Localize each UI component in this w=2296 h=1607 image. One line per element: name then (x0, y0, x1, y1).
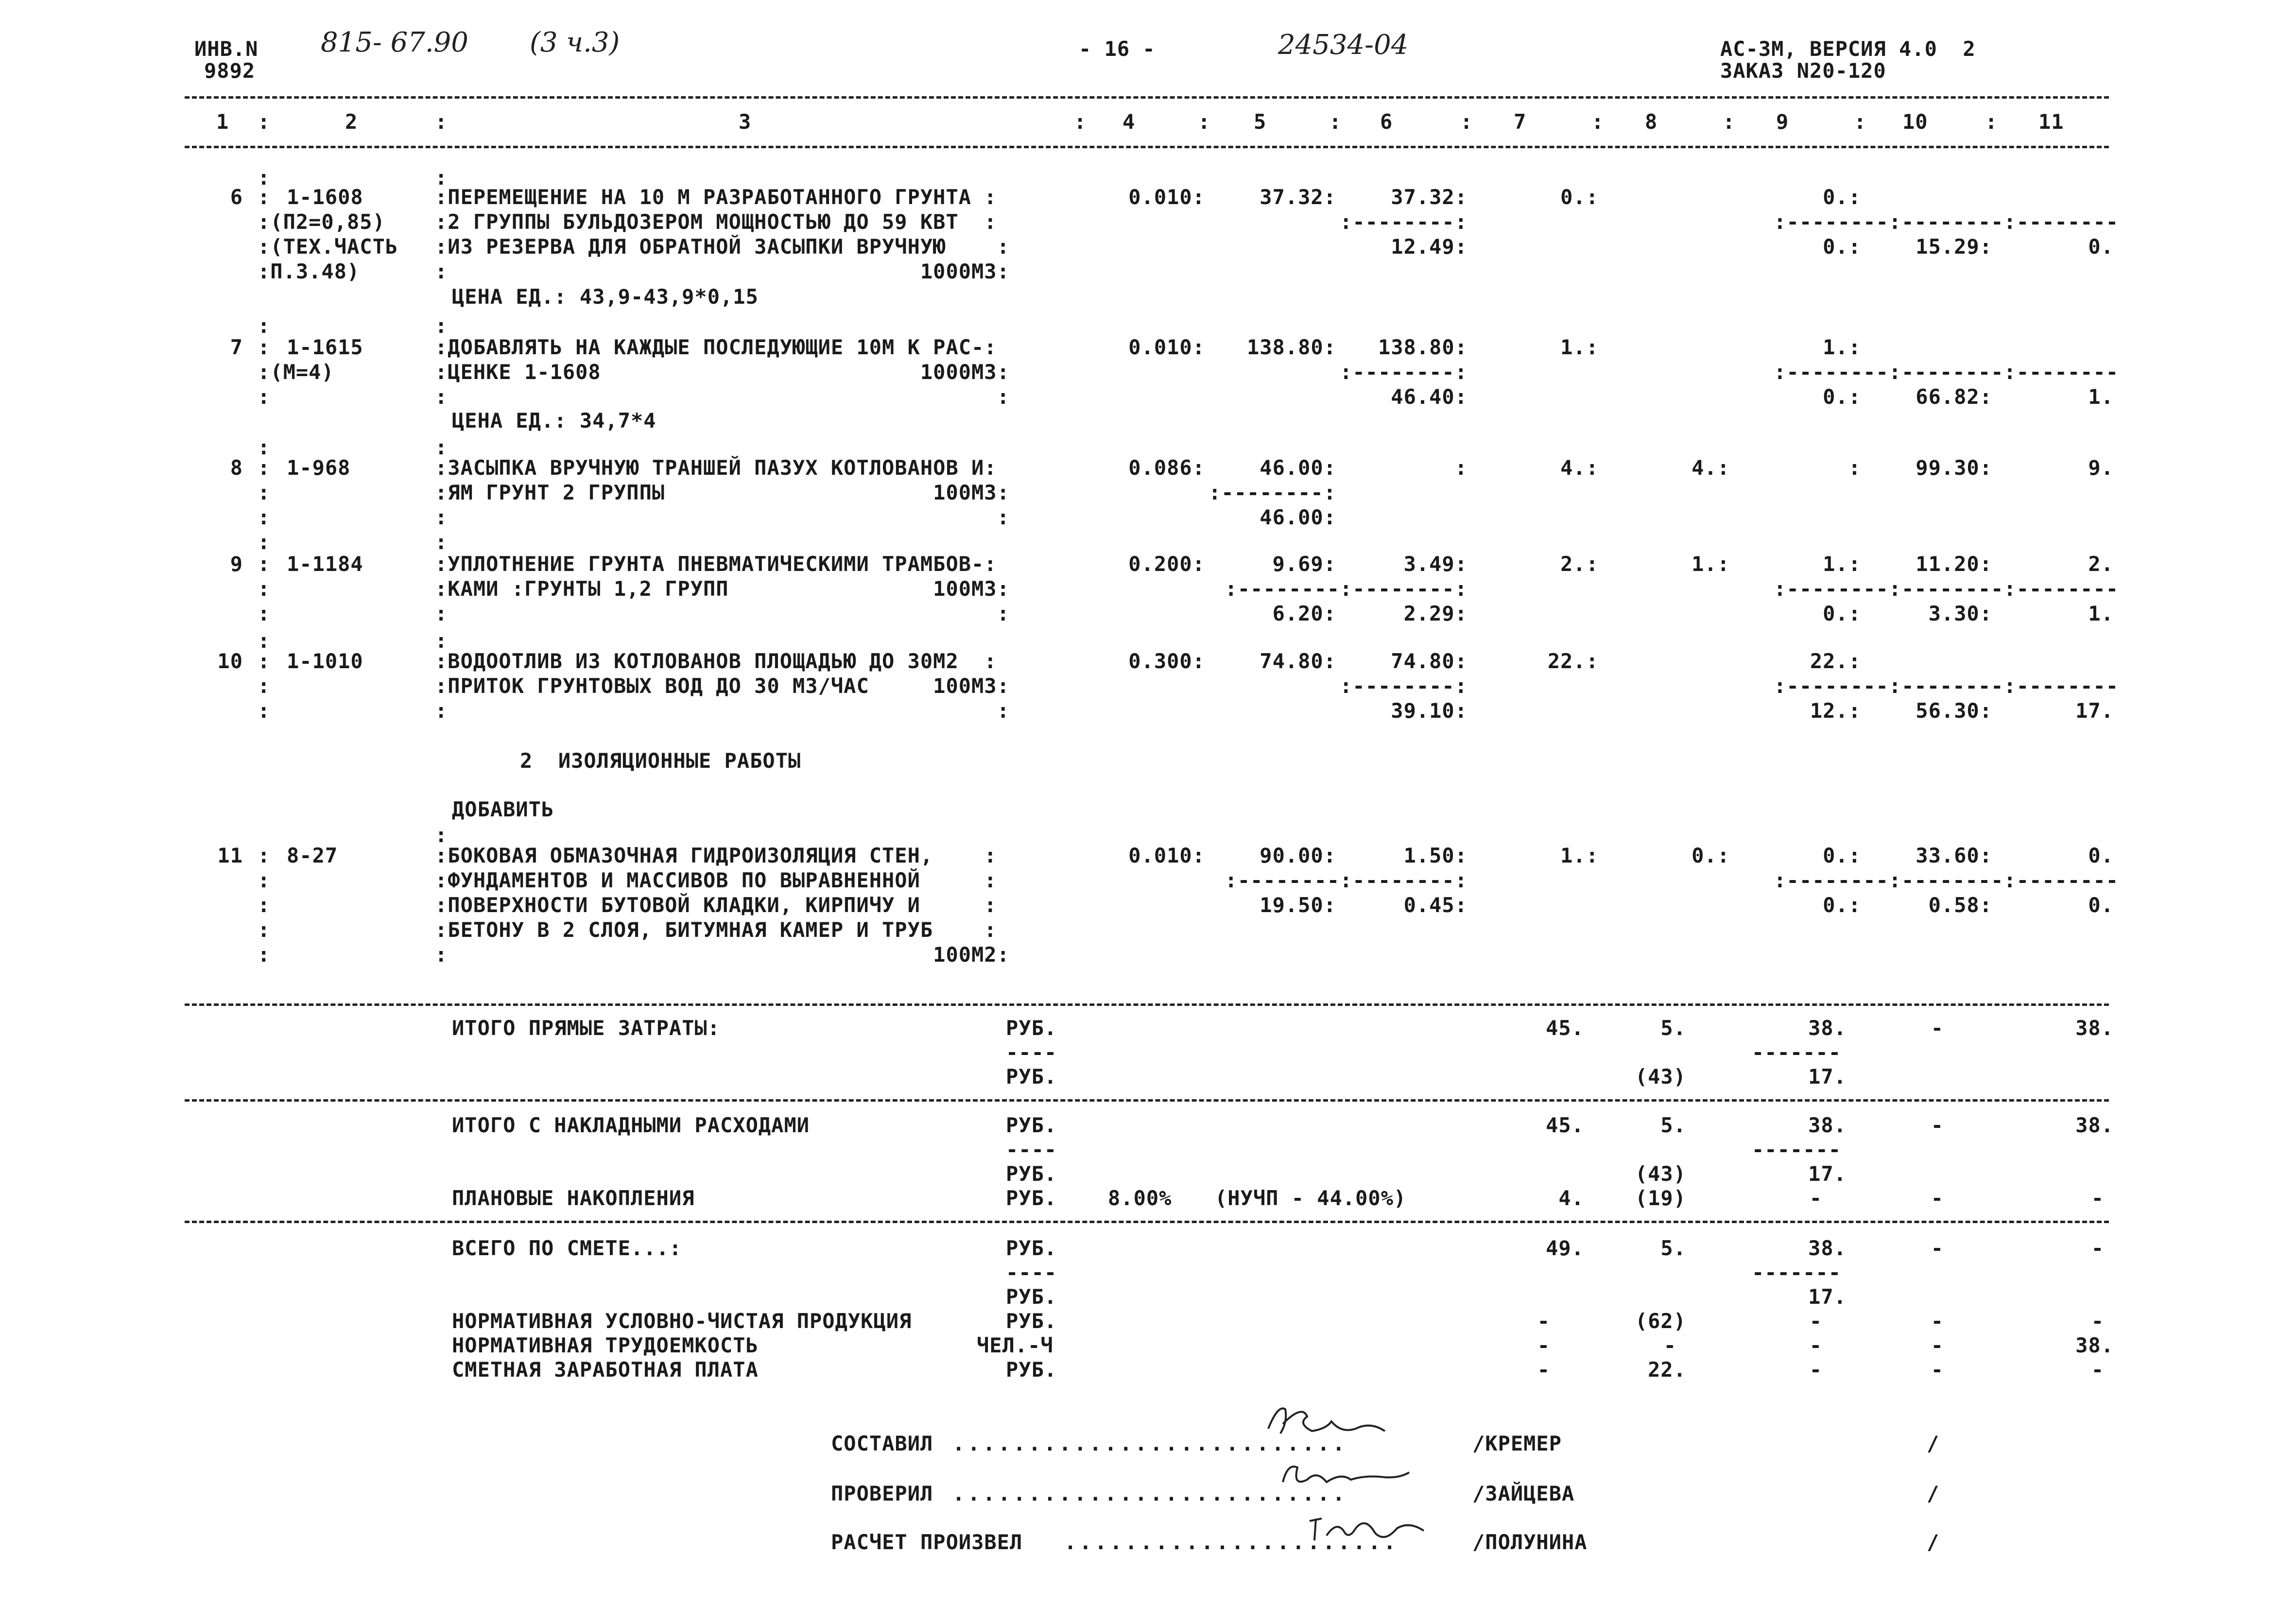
col-6: 6 (1380, 110, 1393, 134)
totals-unit: РУБ. (1006, 1162, 1057, 1186)
row-number: 10 (217, 649, 243, 673)
row-number: 9 (230, 552, 243, 576)
totals-unit: РУБ. (1006, 1113, 1057, 1137)
cell-c7: 0.: (1560, 185, 1599, 209)
row-description: :2 ГРУППЫ БУЛЬДОЗЕРОМ МОЩНОСТЬЮ ДО 59 КВТ : (435, 210, 997, 234)
totals-c9: 38. (1808, 1016, 1847, 1040)
row-description: :ПЕРЕМЕЩЕНИЕ НА 10 М РАЗРАБОТАННОГО ГРУНТА : (435, 185, 997, 209)
totals-c9: 38. (1808, 1236, 1847, 1260)
row-description: :ФУНДАМЕНТОВ И МАССИВОВ ПО ВЫРАВНЕННОЙ : (435, 868, 997, 892)
signature-name: /ЗАЙЦЕВА (1472, 1482, 1575, 1505)
cell-c11-b: 1. (2088, 602, 2114, 625)
totals-unit: РУБ. (1006, 1065, 1057, 1089)
totals-c8: 22. (1648, 1358, 1686, 1382)
row-number: 8 (230, 456, 243, 480)
cell-c5: 46.00: (1260, 456, 1336, 480)
row-price-note: ЦЕНА ЕД.: 34,7*4 (452, 409, 656, 432)
totals-c11: - (2091, 1309, 2104, 1333)
totals-c11: 38. (2075, 1113, 2114, 1137)
totals-c8-b: (43) (1635, 1065, 1686, 1089)
signature-dots: .......................... (952, 1482, 1348, 1505)
cell-c8: 1.: (1692, 552, 1730, 576)
totals-c11: - (2091, 1358, 2104, 1382)
totals-label: НОРМАТИВНАЯ ТРУДОЕМКОСТЬ (452, 1333, 759, 1357)
col-9: 9 (1776, 110, 1789, 134)
cell-c10: 33.60: (1916, 844, 1992, 867)
row-description: : : (435, 699, 1010, 723)
totals-c10: - (1931, 1358, 1944, 1382)
handwritten-code: 815- 67.90 (321, 27, 468, 58)
totals-unit: РУБ. (1006, 1309, 1057, 1333)
page-number: - 16 - (1079, 37, 1156, 61)
handwritten-signature (1302, 1502, 1448, 1555)
cell-c4: 0.200: (1128, 552, 1205, 576)
signature-end: / (1927, 1432, 1940, 1455)
totals-c8: 5. (1660, 1113, 1686, 1137)
row-code-extra: : (258, 577, 271, 601)
totals-c7: - (1537, 1358, 1550, 1382)
cell-c7: 22.: (1547, 649, 1599, 673)
cell-c4: 0.086: (1128, 456, 1205, 480)
cell-c8: 0.: (1692, 844, 1730, 867)
totals-c7: 45. (1546, 1113, 1584, 1137)
header-rule-top (185, 96, 2109, 99)
cell-c6-wage: 46.40: (1391, 385, 1467, 409)
totals-c10: - (1931, 1186, 1944, 1210)
totals-c9-b: 17. (1808, 1162, 1847, 1186)
signature-end: / (1927, 1530, 1940, 1554)
cell-c6-wage: 0.45: (1403, 893, 1467, 917)
totals-label: ВСЕГО ПО СМЕТЕ...: (452, 1236, 682, 1260)
signature-dots: .......................... (952, 1432, 1348, 1455)
section-title: 2 ИЗОЛЯЦИОННЫЕ РАБОТЫ (520, 749, 801, 773)
row-code-extra: :П.3.48) (258, 259, 360, 283)
row-code-extra: : (258, 699, 271, 723)
row-code-extra: : (258, 602, 271, 625)
col-8: 8 (1645, 110, 1658, 134)
cell-c4: 0.010: (1128, 844, 1205, 867)
row-description: : : (435, 505, 1010, 529)
cell-c11: 9. (2088, 456, 2114, 480)
cell-c9-b: 0.: (1823, 385, 1861, 409)
totals-c11: 38. (2075, 1016, 2114, 1040)
row-description: : 1000М3: (435, 259, 1010, 283)
totals-c9: - (1809, 1186, 1822, 1210)
row-description: :ДОБАВЛЯТЬ НА КАЖДЫЕ ПОСЛЕДУЮЩИЕ 10М К РАС-: (435, 335, 997, 359)
row-code-extra: :(П2=0,85) (258, 210, 385, 234)
totals-c10: - (1931, 1236, 1944, 1260)
row-description: :ЯМ ГРУНТ 2 ГРУППЫ 100М3: (435, 481, 1010, 504)
order-number: ЗАКАЗ N20-120 (1720, 59, 1886, 83)
row-description: :ЗАСЫПКА ВРУЧНУЮ ТРАНШЕЙ ПАЗУХ КОТЛОВАНОВ И: (435, 456, 997, 480)
row-price-note: ЦЕНА ЕД.: 43,9-43,9*0,15 (452, 285, 759, 309)
totals-c9-b: 17. (1808, 1065, 1847, 1089)
cell-c6: 37.32: (1391, 185, 1467, 209)
handwritten-signature (1273, 1453, 1419, 1502)
cell-c10-b: 0.58: (1928, 893, 1992, 917)
totals-c8: 5. (1660, 1016, 1686, 1040)
row-code-extra: : (258, 674, 271, 698)
cell-c10: 11.20: (1916, 552, 1992, 576)
totals-unit-dash: ---- (1006, 1040, 1057, 1064)
inv-number: 9892 (204, 59, 256, 83)
cell-c10: 66.82: (1916, 385, 1992, 409)
totals-unit: РУБ. (1006, 1186, 1057, 1210)
cell-c10: 56.30: (1916, 699, 1992, 723)
signature-role: СОСТАВИЛ (831, 1432, 933, 1455)
signature-name: /ПОЛУНИНА (1472, 1530, 1588, 1554)
handwritten-signature (1259, 1395, 1404, 1448)
totals-c10: - (1931, 1333, 1944, 1357)
cell-c11-b: 0. (2088, 893, 2114, 917)
cell-c7: 4.: (1560, 456, 1599, 480)
row-code-extra: : (258, 893, 271, 917)
row-code: 8-27 (287, 844, 338, 867)
cell-c6: 138.80: (1378, 335, 1467, 359)
row-code-extra: :(ТЕХ.ЧАСТЬ (258, 235, 398, 259)
cell-c9: : (1848, 456, 1861, 480)
row-description: :УПЛОТНЕНИЕ ГРУНТА ПНЕВМАТИЧЕСКИМИ ТРАМБОВ-: (435, 552, 997, 576)
row-description: :ЦЕНКЕ 1-1608 1000М3: (435, 360, 1010, 384)
cell-c6-wage: 39.10: (1391, 699, 1467, 723)
cell-c6: 3.49: (1403, 552, 1467, 576)
cell-c7: 1.: (1560, 844, 1599, 867)
cell-c9: 1.: (1823, 335, 1861, 359)
signature-dots: ...................... (1064, 1530, 1399, 1554)
totals-c8: - (1663, 1333, 1676, 1357)
row-code: 1-1010 (287, 649, 363, 673)
cell-c5: 138.80: (1246, 335, 1336, 359)
row-description: :ПОВЕРХНОСТИ БУТОВОЙ КЛАДКИ, КИРПИЧУ И : (435, 893, 997, 917)
handwritten-part: (3 ч.3) (530, 27, 620, 58)
totals-c7: - (1537, 1333, 1550, 1357)
totals-c11: - (2091, 1186, 2104, 1210)
totals-label: ИТОГО ПРЯМЫЕ ЗАТРАТЫ: (452, 1016, 721, 1040)
row-number: 6 (230, 185, 243, 209)
cell-c6: 74.80: (1391, 649, 1467, 673)
profit-nuchp: (НУЧП - 44.00%) (1215, 1186, 1407, 1210)
totals-c9: - (1809, 1309, 1822, 1333)
cell-c9: 1.: (1823, 552, 1861, 576)
totals-c10: - (1931, 1113, 1944, 1137)
totals-unit: РУБ. (1006, 1236, 1057, 1260)
totals-c8: (62) (1635, 1309, 1686, 1333)
totals-unit-dash: ---- (1006, 1261, 1057, 1284)
totals-rule (185, 1221, 2109, 1223)
section-subtitle: ДОБАВИТЬ (452, 797, 554, 821)
row-code-extra: : (258, 943, 271, 967)
handwritten-doc-number: 24534-04 (1278, 29, 1409, 61)
cell-c7: 2.: (1560, 552, 1599, 576)
cell-c4: 0.300: (1128, 649, 1205, 673)
cell-c8: 4.: (1692, 456, 1730, 480)
cell-c6-wage: 12.49: (1391, 235, 1467, 259)
inv-label: ИНВ.N (194, 37, 259, 61)
row-description: :ИЗ РЕЗЕРВА ДЛЯ ОБРАТНОЙ ЗАСЫПКИ ВРУЧНУЮ : (435, 235, 1010, 259)
totals-c9-b: 17. (1808, 1285, 1847, 1309)
totals-unit-dash: ---- (1006, 1138, 1057, 1161)
col-5: 5 (1254, 110, 1267, 134)
row-code-extra: : (258, 918, 271, 942)
col-10: 10 (1902, 110, 1928, 134)
cell-c9: 22.: (1810, 649, 1861, 673)
totals-c10: - (1931, 1309, 1944, 1333)
cell-c5-b: 19.50: (1260, 893, 1336, 917)
col-7: 7 (1514, 110, 1527, 134)
row-code-extra: : (258, 868, 271, 892)
totals-unit: РУБ. (1006, 1016, 1057, 1040)
cell-c9: 0.: (1823, 185, 1861, 209)
totals-unit: ЧЕЛ.-Ч (977, 1333, 1053, 1357)
cell-c11: 2. (2088, 552, 2114, 576)
cell-c4: 0.010: (1128, 185, 1205, 209)
row-description: :ПРИТОК ГРУНТОВЫХ ВОД ДО 30 М3/ЧАС 100М3: (435, 674, 1010, 698)
cell-c10-b: 3.30: (1928, 602, 1992, 625)
cell-c7: 1.: (1560, 335, 1599, 359)
totals-label: ПЛАНОВЫЕ НАКОПЛЕНИЯ (452, 1186, 695, 1210)
header-rule-bottom (185, 146, 2109, 148)
row-description: : : (435, 385, 1010, 409)
totals-label: СМЕТНАЯ ЗАРАБОТНАЯ ПЛАТА (452, 1358, 759, 1382)
cell-c9: 0.: (1823, 844, 1861, 867)
totals-c10: - (1931, 1016, 1944, 1040)
cell-c5-b: 6.20: (1272, 602, 1336, 625)
cell-c9-b: 0.: (1823, 235, 1861, 259)
col-1: 1 (216, 110, 229, 134)
totals-rule (185, 1003, 2109, 1006)
row-code-extra: : (258, 505, 271, 529)
cell-c11: 1. (2088, 385, 2114, 409)
totals-unit: РУБ. (1006, 1285, 1057, 1309)
row-description: :КАМИ :ГРУНТЫ 1,2 ГРУПП 100М3: (435, 577, 1010, 601)
row-code: 1-1184 (287, 552, 363, 576)
row-code-extra: : (258, 481, 271, 504)
cell-c5: 9.69: (1272, 552, 1336, 576)
cell-c6: : (1454, 456, 1467, 480)
totals-c7: 4. (1558, 1186, 1584, 1210)
totals-label: НОРМАТИВНАЯ УСЛОВНО-ЧИСТАЯ ПРОДУКЦИЯ (452, 1309, 912, 1333)
row-code: 1-1615 (287, 335, 363, 359)
cell-c9-b: 0.: (1823, 893, 1861, 917)
totals-c8-b: (43) (1635, 1162, 1686, 1186)
profit-rate: 8.00% (1108, 1186, 1172, 1210)
totals-c11: - (2091, 1236, 2104, 1260)
totals-c9: - (1809, 1333, 1822, 1357)
col-11: 11 (2038, 110, 2064, 134)
col-3: 3 (739, 110, 752, 134)
row-code: 1-968 (287, 456, 351, 480)
totals-c7: 45. (1546, 1016, 1584, 1040)
totals-rule (185, 1099, 2109, 1102)
totals-c7: - (1537, 1309, 1550, 1333)
cell-c10: 15.29: (1916, 235, 1992, 259)
cell-c11: 0. (2088, 235, 2114, 259)
cell-c9-b: 0.: (1823, 602, 1861, 625)
row-description: : 100М2: (435, 943, 1010, 967)
cell-c5: 37.32: (1260, 185, 1336, 209)
row-description: :БОКОВАЯ ОБМАЗОЧНАЯ ГИДРОИЗОЛЯЦИЯ СТЕН, : (435, 844, 997, 867)
row-code-extra: :(М=4) (258, 360, 334, 384)
cell-c6-wage: 2.29: (1403, 602, 1467, 625)
signature-end: / (1927, 1482, 1940, 1505)
totals-unit: РУБ. (1006, 1358, 1057, 1382)
signature-role: РАСЧЕТ ПРОИЗВЕЛ (831, 1530, 1023, 1554)
row-description: :БЕТОНУ В 2 СЛОЯ, БИТУМНАЯ КАМЕР И ТРУБ : (435, 918, 997, 942)
signature-role: ПРОВЕРИЛ (831, 1482, 933, 1505)
totals-c11: 38. (2075, 1333, 2114, 1357)
cell-c5: 74.80: (1260, 649, 1336, 673)
cell-c5-b: 46.00: (1260, 505, 1336, 529)
program-version: АС-3М, ВЕРСИЯ 4.0 2 (1720, 37, 1976, 61)
totals-label: ИТОГО С НАКЛАДНЫМИ РАСХОДАМИ (452, 1113, 810, 1137)
cell-c11: 17. (2075, 699, 2114, 723)
row-number: 11 (217, 844, 243, 867)
cell-c5: 90.00: (1260, 844, 1336, 867)
signature-name: /КРЕМЕР (1472, 1432, 1562, 1455)
row-code-extra: : (258, 385, 271, 409)
totals-c9: - (1809, 1358, 1822, 1382)
cell-c4: 0.010: (1128, 335, 1205, 359)
totals-c9: 38. (1808, 1113, 1847, 1137)
totals-c8: 5. (1660, 1236, 1686, 1260)
row-number: 7 (230, 335, 243, 359)
totals-c7: 49. (1546, 1236, 1584, 1260)
cell-c9-b: 12.: (1810, 699, 1861, 723)
col-4: 4 (1122, 110, 1136, 134)
cell-c6: 1.50: (1403, 844, 1467, 867)
cell-c10: 99.30: (1916, 456, 1992, 480)
row-description: : : (435, 602, 1010, 625)
row-code: 1-1608 (287, 185, 363, 209)
totals-c8: (19) (1635, 1186, 1686, 1210)
cell-c11: 0. (2088, 844, 2114, 867)
col-2: 2 (345, 110, 358, 134)
row-description: :ВОДООТЛИВ ИЗ КОТЛОВАНОВ ПЛОЩАДЬЮ ДО 30М2 : (435, 649, 997, 673)
